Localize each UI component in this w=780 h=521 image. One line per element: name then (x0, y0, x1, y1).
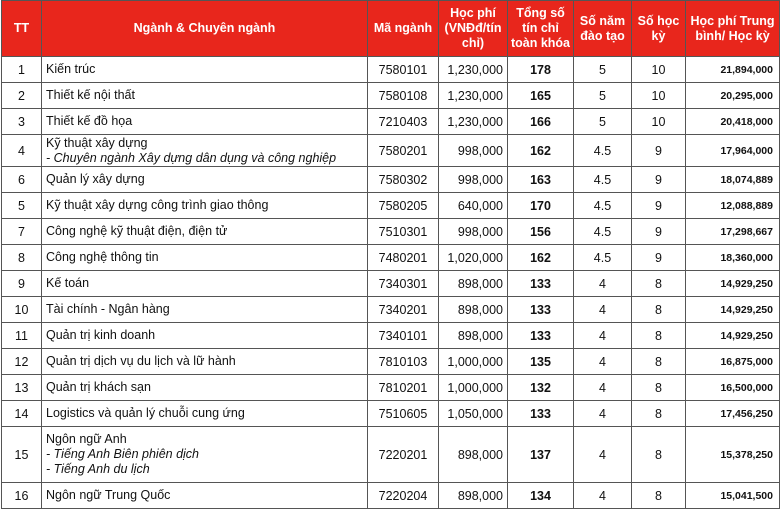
fee-per-credit: 1,000,000 (439, 375, 508, 401)
header-code: Mã ngành (368, 1, 439, 57)
major-name (42, 57, 368, 83)
tuition-table (1, 0, 780, 509)
header-fee: Học phí (VNĐđ/tín chỉ) (439, 1, 508, 57)
row-number: 6 (2, 167, 42, 193)
major-name (42, 297, 368, 323)
major-title: Quản trị dịch vụ du lịch và lữ hành (46, 354, 236, 368)
semester-count: 8 (632, 483, 686, 509)
major-title: Ngôn ngữ Anh (46, 432, 127, 446)
avg-semester-fee: 16,875,000 (686, 349, 780, 375)
semester-count: 9 (632, 167, 686, 193)
total-credits: 133 (508, 297, 574, 323)
avg-semester-fee: 12,088,889 (686, 193, 780, 219)
row-number: 10 (2, 297, 42, 323)
header-row (2, 1, 780, 57)
major-code: 7340101 (368, 323, 439, 349)
row-number: 2 (2, 83, 42, 109)
specialization-line: - Tiếng Anh Biên phiên dịch (46, 447, 199, 461)
major-name (42, 167, 368, 193)
avg-semester-fee: 17,456,250 (686, 401, 780, 427)
training-years: 4.5 (574, 193, 632, 219)
avg-semester-fee: 14,929,250 (686, 323, 780, 349)
major-code: 7580201 (368, 135, 439, 167)
fee-per-credit: 1,020,000 (439, 245, 508, 271)
major-name (42, 135, 368, 167)
major-code: 7220204 (368, 483, 439, 509)
avg-semester-fee: 18,360,000 (686, 245, 780, 271)
training-years: 4.5 (574, 219, 632, 245)
semester-count: 10 (632, 83, 686, 109)
fee-per-credit: 1,230,000 (439, 83, 508, 109)
row-number: 3 (2, 109, 42, 135)
major-code: 7340201 (368, 297, 439, 323)
header-years: Số năm đào tạo (574, 1, 632, 57)
major-name (42, 83, 368, 109)
header-tt: TT (2, 1, 42, 57)
row-number: 1 (2, 57, 42, 83)
total-credits: 163 (508, 167, 574, 193)
major-code: 7210403 (368, 109, 439, 135)
table-body (2, 57, 780, 509)
avg-semester-fee: 15,378,250 (686, 427, 780, 483)
fee-per-credit: 998,000 (439, 135, 508, 167)
table-row (2, 297, 780, 323)
total-credits: 162 (508, 135, 574, 167)
fee-per-credit: 1,000,000 (439, 349, 508, 375)
fee-per-credit: 898,000 (439, 483, 508, 509)
avg-semester-fee: 17,298,667 (686, 219, 780, 245)
table-row (2, 245, 780, 271)
training-years: 4.5 (574, 135, 632, 167)
major-code: 7580302 (368, 167, 439, 193)
table-row (2, 83, 780, 109)
major-title: Quản trị kinh doanh (46, 328, 156, 342)
major-title: Tài chính - Ngân hàng (46, 302, 170, 316)
major-name (42, 245, 368, 271)
fee-per-credit: 1,050,000 (439, 401, 508, 427)
table-row (2, 323, 780, 349)
avg-semester-fee: 14,929,250 (686, 297, 780, 323)
major-code: 7580101 (368, 57, 439, 83)
semester-count: 8 (632, 323, 686, 349)
training-years: 4 (574, 427, 632, 483)
table-row (2, 483, 780, 509)
major-code: 7510301 (368, 219, 439, 245)
table-row (2, 375, 780, 401)
training-years: 5 (574, 83, 632, 109)
specialization-line: - Tiếng Anh du lịch (46, 462, 150, 476)
major-code: 7340301 (368, 271, 439, 297)
total-credits: 178 (508, 57, 574, 83)
semester-count: 9 (632, 219, 686, 245)
major-title: Thiết kế nội thất (46, 88, 135, 102)
table-row (2, 193, 780, 219)
total-credits: 133 (508, 323, 574, 349)
training-years: 4 (574, 297, 632, 323)
table-row (2, 349, 780, 375)
major-name (42, 483, 368, 509)
semester-count: 10 (632, 109, 686, 135)
fee-per-credit: 898,000 (439, 427, 508, 483)
fee-per-credit: 640,000 (439, 193, 508, 219)
major-code: 7480201 (368, 245, 439, 271)
row-number: 13 (2, 375, 42, 401)
training-years: 4 (574, 323, 632, 349)
total-credits: 137 (508, 427, 574, 483)
semester-count: 9 (632, 193, 686, 219)
row-number: 15 (2, 427, 42, 483)
header-credits: Tổng số tín chỉ toàn khóa (508, 1, 574, 57)
training-years: 4 (574, 349, 632, 375)
specialization-line: - Chuyên ngành Xây dựng dân dụng và công nghiệp (46, 150, 337, 165)
major-title: Kỹ thuật xây dựng công trình giao thông (46, 198, 269, 212)
major-name (42, 271, 368, 297)
major-title: Quản trị khách sạn (46, 380, 151, 394)
fee-per-credit: 1,230,000 (439, 57, 508, 83)
total-credits: 134 (508, 483, 574, 509)
fee-per-credit: 898,000 (439, 297, 508, 323)
total-credits: 170 (508, 193, 574, 219)
row-number: 9 (2, 271, 42, 297)
avg-semester-fee: 14,929,250 (686, 271, 780, 297)
major-code: 7810201 (368, 375, 439, 401)
training-years: 5 (574, 109, 632, 135)
training-years: 4 (574, 483, 632, 509)
row-number: 14 (2, 401, 42, 427)
fee-per-credit: 998,000 (439, 219, 508, 245)
semester-count: 9 (632, 245, 686, 271)
fee-per-credit: 998,000 (439, 167, 508, 193)
total-credits: 162 (508, 245, 574, 271)
row-number: 8 (2, 245, 42, 271)
major-title: Logistics và quản lý chuỗi cung ứng (46, 406, 245, 420)
major-title: Công nghệ kỹ thuật điện, điện tử (46, 224, 228, 238)
total-credits: 133 (508, 271, 574, 297)
major-code: 7580108 (368, 83, 439, 109)
avg-semester-fee: 15,041,500 (686, 483, 780, 509)
major-name (42, 193, 368, 219)
training-years: 5 (574, 57, 632, 83)
header-major: Ngành & Chuyên ngành (42, 1, 368, 57)
training-years: 4.5 (574, 245, 632, 271)
major-name (42, 375, 368, 401)
major-title: Công nghệ thông tin (46, 250, 159, 264)
major-title: Ngôn ngữ Trung Quốc (46, 488, 171, 502)
major-name (42, 109, 368, 135)
major-name (42, 427, 368, 483)
row-number: 12 (2, 349, 42, 375)
major-title: Thiết kế đồ họa (46, 114, 133, 128)
major-name (42, 349, 368, 375)
semester-count: 8 (632, 427, 686, 483)
table-row (2, 401, 780, 427)
avg-semester-fee: 20,295,000 (686, 83, 780, 109)
avg-semester-fee: 18,074,889 (686, 167, 780, 193)
major-code: 7580205 (368, 193, 439, 219)
major-code: 7220201 (368, 427, 439, 483)
total-credits: 156 (508, 219, 574, 245)
semester-count: 10 (632, 57, 686, 83)
major-code: 7810103 (368, 349, 439, 375)
total-credits: 133 (508, 401, 574, 427)
major-name (42, 401, 368, 427)
table-row (2, 57, 780, 83)
total-credits: 166 (508, 109, 574, 135)
table-row (2, 271, 780, 297)
fee-per-credit: 898,000 (439, 271, 508, 297)
fee-per-credit: 898,000 (439, 323, 508, 349)
row-number: 5 (2, 193, 42, 219)
major-name (42, 219, 368, 245)
semester-count: 8 (632, 349, 686, 375)
total-credits: 132 (508, 375, 574, 401)
table-row (2, 219, 780, 245)
major-code: 7510605 (368, 401, 439, 427)
table-row (2, 135, 780, 167)
avg-semester-fee: 21,894,000 (686, 57, 780, 83)
row-number: 7 (2, 219, 42, 245)
major-title: Kế toán (46, 276, 90, 290)
table-row (2, 109, 780, 135)
semester-count: 8 (632, 271, 686, 297)
avg-semester-fee: 17,964,000 (686, 135, 780, 167)
total-credits: 165 (508, 83, 574, 109)
avg-semester-fee: 20,418,000 (686, 109, 780, 135)
table-row (2, 427, 780, 483)
row-number: 16 (2, 483, 42, 509)
training-years: 4 (574, 375, 632, 401)
total-credits: 135 (508, 349, 574, 375)
major-title: Quản lý xây dựng (46, 172, 145, 186)
row-number: 11 (2, 323, 42, 349)
header-avg-fee: Học phí Trung bình/ Học kỳ (686, 1, 780, 57)
header-semesters: Số học kỳ (632, 1, 686, 57)
avg-semester-fee: 16,500,000 (686, 375, 780, 401)
training-years: 4 (574, 271, 632, 297)
semester-count: 9 (632, 135, 686, 167)
semester-count: 8 (632, 401, 686, 427)
major-title: Kiến trúc (46, 62, 96, 76)
training-years: 4 (574, 401, 632, 427)
training-years: 4.5 (574, 167, 632, 193)
fee-per-credit: 1,230,000 (439, 109, 508, 135)
major-title: Kỹ thuật xây dựng (46, 135, 148, 150)
major-name (42, 323, 368, 349)
row-number: 4 (2, 135, 42, 167)
table-row (2, 167, 780, 193)
semester-count: 8 (632, 375, 686, 401)
semester-count: 8 (632, 297, 686, 323)
